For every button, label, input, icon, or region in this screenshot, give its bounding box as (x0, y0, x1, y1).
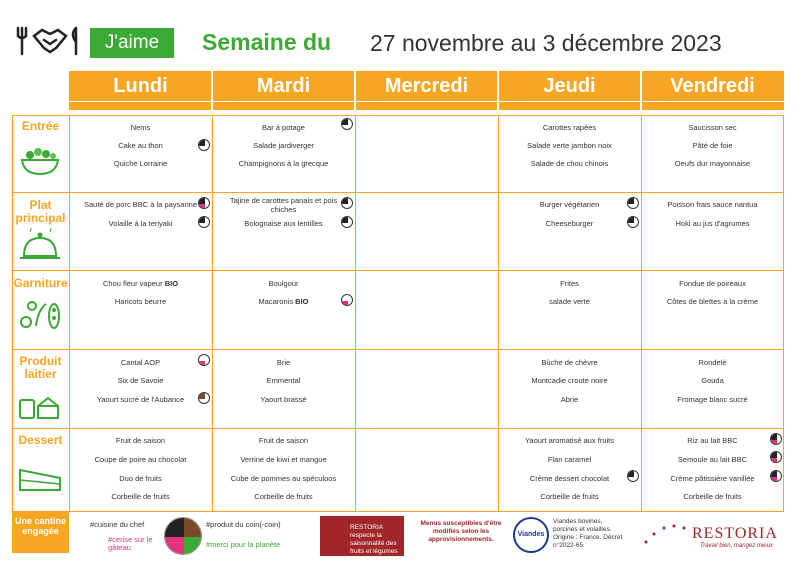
menu-item: Chou fleur vapeur BIO (102, 279, 179, 288)
menu-item: Corbeille de fruits (111, 492, 170, 501)
menu-item: Cube de pommes au spéculoos (230, 474, 337, 483)
menu-item: Tajine de carottes panais et pois chiches (229, 196, 338, 214)
days-subbar (69, 102, 784, 110)
menu-item: Crème pâtissière vanillée (670, 474, 755, 483)
menu-grid (12, 115, 784, 512)
day-header-lundi: Lundi (113, 75, 168, 97)
menu-item: Corbeille de fruits (254, 492, 313, 501)
menu-item: Volaille à la teriyaki (108, 219, 173, 228)
day-separator (640, 71, 642, 110)
menu-item: Côtes de blettes à la crème (666, 297, 759, 306)
cloche-icon (16, 228, 64, 264)
label-badge-icon (627, 216, 639, 228)
menu-item: Haricots beurre (114, 297, 167, 306)
day-header-mercredi: Mercredi (384, 75, 469, 97)
menu-item: Fondue de poireaux (679, 279, 746, 288)
menu-item: Rondelé (698, 358, 727, 367)
menu-item: Cantal AOP (120, 358, 161, 367)
menu-item: Nems (130, 123, 151, 132)
menu-item: Salade verte jambon noix (527, 141, 612, 150)
bio-label: BIO (295, 297, 309, 306)
vegetables-icon (16, 296, 64, 332)
menu-item: salade verte (549, 297, 590, 306)
menu-item: Burger végétarien (539, 200, 600, 209)
menus-note: Menus susceptibles d'être modifiés selon les approvisionnements. (420, 520, 502, 543)
menu-item: Salade jardiverger (253, 141, 314, 150)
menu-item: Coupe de poire au chocolat (94, 455, 187, 464)
menu-item: Oeufs dur mayonnaise (674, 159, 751, 168)
meat-origin-note: Viandes bovines, porcines et volailles. Origine : France. Décret n°2022-65 (553, 518, 623, 549)
legend-cerise: #cerise sur le gâteau (108, 535, 153, 552)
label-badge-icon (198, 197, 210, 209)
label-badge-icon (198, 354, 210, 366)
column-divider (212, 115, 213, 512)
seasonality-badge: RESTORIA respecte la saisonnalité des fruits et légumes frais (320, 516, 404, 556)
row-divider (12, 349, 784, 350)
column-divider (69, 115, 70, 512)
menu-item: Saucisson sec (688, 123, 737, 132)
menu-item: Duo de fruits (119, 474, 162, 483)
menu-item: Carottes rapées (542, 123, 597, 132)
bio-label: BIO (164, 279, 179, 288)
menu-item: Riz au lait BBC (687, 436, 738, 445)
legend-merci: #merci pour la planète (206, 540, 281, 549)
menu-item: Macaronis BIO (258, 297, 309, 306)
row-divider (12, 428, 784, 429)
label-badge-icon (198, 392, 210, 404)
day-separator (354, 71, 356, 110)
cutlery-handshake-icon (16, 24, 82, 58)
label-badge-icon (198, 139, 210, 151)
menu-item: Fruit de saison (115, 436, 166, 445)
row-label-entree: Entrée (21, 119, 60, 133)
menu-item: Abrie (560, 395, 579, 404)
engagement-tag: Une cantine engagée (12, 512, 69, 553)
menu-item: Corbeille de fruits (540, 492, 599, 501)
menu-item: Bar à potage (262, 123, 305, 132)
cake-slice-icon (16, 460, 64, 496)
menu-item: Quiche Lorraine (113, 159, 168, 168)
menu-item: Verrine de kiwi et mangue (240, 455, 327, 464)
row-label-plat: Plat principal (15, 198, 66, 225)
menu-item: Salade de chou chinois (530, 159, 609, 168)
menu-item: Semoule au lait BBC (677, 455, 748, 464)
week-label: Semaine du (202, 29, 332, 55)
restoria-logo: RESTORIA (692, 525, 778, 542)
menu-item: Gouda (701, 376, 724, 385)
menu-item: Montcadie croute noire (531, 376, 608, 385)
row-label-dessert: Dessert (18, 433, 63, 447)
menu-item: Cake au thon (118, 141, 163, 150)
label-badge-icon (770, 470, 782, 482)
menu-item: Flan caramel (547, 455, 592, 464)
day-header-jeudi: Jeudi (543, 75, 596, 97)
label-badge-icon (341, 197, 353, 209)
day-header-mardi: Mardi (256, 75, 311, 97)
header (0, 0, 801, 66)
label-badge-icon (770, 451, 782, 463)
menu-item: Brie (276, 358, 291, 367)
day-header-vendredi: Vendredi (670, 75, 755, 97)
row-divider (12, 192, 784, 193)
label-wheel-icon (164, 517, 202, 555)
menu-item: Fruit de saison (258, 436, 309, 445)
menu-item: Poisson frais sauce nantua (667, 200, 758, 209)
brand-badge: J'aime (90, 28, 174, 58)
column-divider (355, 115, 356, 512)
label-badge-icon (341, 294, 353, 306)
label-badge-icon (627, 470, 639, 482)
column-divider (498, 115, 499, 512)
menu-item: Yaourt sucré de l'Aubance (96, 395, 185, 404)
salad-bowl-icon (16, 142, 64, 178)
day-separator (497, 71, 499, 110)
menu-item: Sauté de porc BBC à la paysanne (84, 200, 197, 209)
menu-item: Yaourt brassé (260, 395, 307, 404)
menu-item: Frites (560, 279, 579, 288)
label-badge-icon (770, 433, 782, 445)
menu-item: Crème dessert chocolat (529, 474, 610, 483)
label-badge-icon (341, 118, 353, 130)
menu-item: Bolognaise aux lentilles (244, 219, 323, 228)
viandes-france-logo: Viandes (513, 517, 549, 553)
restoria-tagline: Travail bien, mangez mieux (700, 543, 773, 549)
menu-item: Fromage blanc sucré (677, 395, 748, 404)
menu-item: Cheeseburger (545, 219, 594, 228)
day-separator (211, 71, 213, 110)
menu-item: Emmental (266, 376, 301, 385)
menu-item: Hoki au jus d'agrumes (675, 219, 750, 228)
column-divider (641, 115, 642, 512)
row-divider (12, 270, 784, 271)
menu-item: Champignons à la grecque (238, 159, 329, 168)
label-badge-icon (341, 216, 353, 228)
label-badge-icon (198, 216, 210, 228)
menu-item: Yaourt aromatisé aux fruits (524, 436, 615, 445)
menu-item: Six de Savoie (117, 376, 164, 385)
legend-chef: #cuisine du chef (90, 520, 145, 529)
dairy-icon (16, 386, 64, 422)
legend-coin: #produit du coin(-coin) (206, 520, 281, 529)
menu-item: Boulgour (268, 279, 299, 288)
date-range: 27 novembre au 3 décembre 2023 (370, 30, 722, 56)
menu-item: Bûche de chèvre (541, 358, 598, 367)
menu-item: Corbeille de fruits (683, 492, 742, 501)
menu-item: Pâté de foie (692, 141, 733, 150)
stars-decoration-icon (640, 520, 690, 550)
row-label-laitier: Produit laitier (19, 354, 62, 381)
label-badge-icon (627, 197, 639, 209)
row-label-garniture: Garniture (13, 276, 68, 290)
